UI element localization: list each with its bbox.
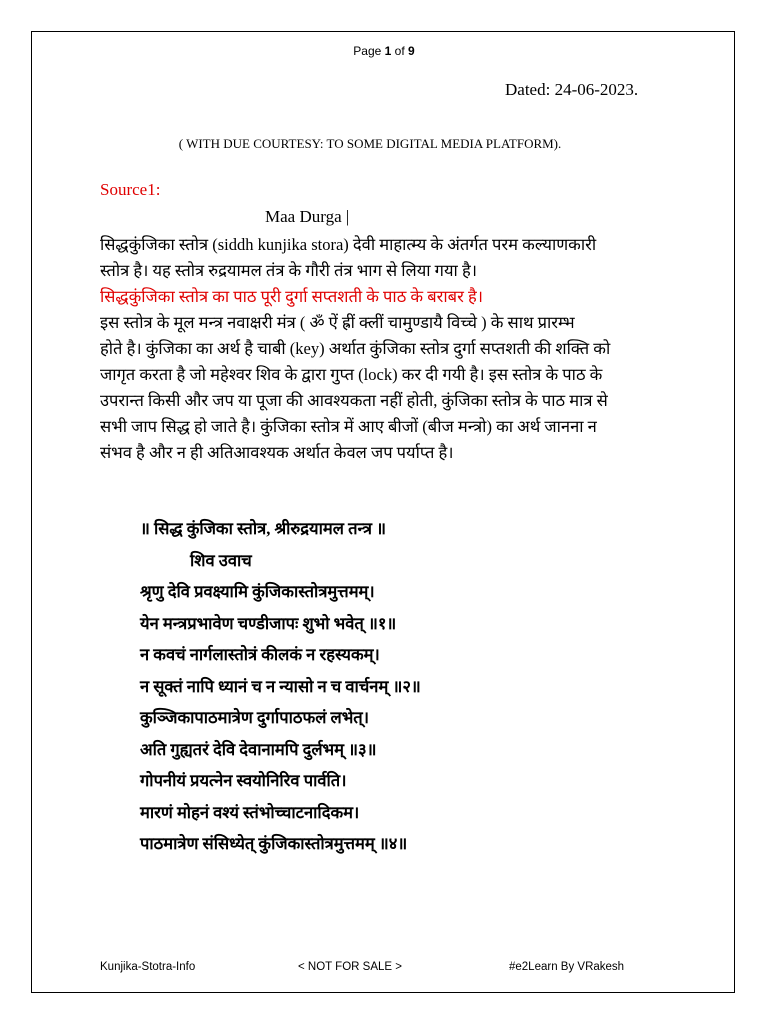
verse-line: पाठमात्रेण संसिध्येत् कुंजिकास्तोत्रमुत्तमम् ॥४॥: [140, 834, 408, 853]
footer-left: Kunjika-Stotra-Info: [100, 961, 196, 973]
verse-line: कुञ्जिकापाठमात्रेण दुर्गापाठफलं लभेत्।: [140, 708, 369, 727]
verse-line: येन मन्त्रप्रभावेण चण्डीजापः शुभो भवेत् ॥१॥: [140, 613, 397, 633]
page-sep: of: [394, 44, 405, 58]
verse-line: न सूक्तं नापि ध्यानं च न न्यासो न च वार्चनम् ॥२॥: [140, 676, 421, 696]
paragraph-line: उपरान्त किसी और जप या पूजा की आवश्यकता नहीं होती, कुंजिका स्तोत्र के पाठ मात्र से: [100, 391, 608, 410]
verse-line: न कवचं नार्गलास्तोत्रं कीलकं न रहस्यकम्।: [140, 645, 380, 664]
source-label: Source1:: [100, 180, 161, 199]
paragraph-line: इस स्तोत्र के मूल मन्त्र नवाक्षरी मंत्र ( ॐ ऐं ह्रीं क्लीं चामुण्डायै विच्चे ) के साथ प्रारम्भ: [100, 313, 575, 332]
page-total: 9: [408, 44, 415, 58]
page-number: [0, 44, 768, 58]
verse-line: श्रृणु देवि प्रवक्ष्यामि कुंजिकास्तोत्रमुत्तमम्।: [140, 582, 375, 601]
verse-line: गोपनीयं प्रयत्नेन स्वयोनिरिव पार्वति।: [140, 771, 347, 790]
page-prefix: Page: [353, 44, 382, 58]
stotra-verses: [140, 513, 421, 860]
intro-paragraph: [100, 232, 680, 466]
verse-speaker: शिव उवाच: [190, 550, 252, 570]
date-line: Dated: 24-06-2023.: [505, 80, 639, 99]
paragraph-line: होते है। कुंजिका का अर्थ है चाबी (key) अर्थात कुंजिका स्तोत्र दुर्गा सप्तशती की शक्ति को: [100, 339, 611, 358]
verse-line: अति गुह्यतरं देवि देवानामपि दुर्लभम् ॥३॥: [140, 739, 377, 759]
section-title: Maa Durga |: [265, 207, 350, 226]
paragraph-line: संभव है और न ही अतिआवश्यक अर्थात केवल जप पर्याप्त है।: [100, 443, 454, 462]
verse-line: मारणं मोहनं वश्यं स्तंभोच्चाटनादिकम।: [140, 802, 360, 822]
page-current: 1: [384, 44, 392, 58]
paragraph-line: जागृत करता है जो महेश्वर शिव के द्वारा गुप्त (lock) कर दी गयी है। इस स्तोत्र के पाठ के: [100, 365, 603, 384]
paragraph-line: सिद्धकुंजिका स्तोत्र (siddh kunjika stora) देवी माहात्म्य के अंतर्गत परम कल्याणकारी: [100, 235, 597, 254]
highlight-line: सिद्धकुंजिका स्तोत्र का पाठ पूरी दुर्गा सप्तशती के पाठ के बराबर है।: [100, 287, 483, 306]
paragraph-line: स्तोत्र है। यह स्तोत्र रुद्रयामल तंत्र के गौरी तंत्र भाग से लिया गया है।: [100, 261, 477, 280]
footer-center: < NOT FOR SALE >: [298, 961, 402, 973]
footer-right: #e2Learn By VRakesh: [509, 961, 625, 973]
courtesy-note: ( WITH DUE COURTESY: TO SOME DIGITAL MEDIA PLATFORM).: [178, 136, 562, 151]
verse-heading: ॥ सिद्ध कुंजिका स्तोत्र, श्रीरुद्रयामल तन्त्र ॥: [140, 519, 386, 538]
paragraph-line: सभी जाप सिद्ध हो जाते है। कुंजिका स्तोत्र में आए बीजों (बीज मन्त्रो) का अर्थ जानना न: [100, 417, 597, 436]
